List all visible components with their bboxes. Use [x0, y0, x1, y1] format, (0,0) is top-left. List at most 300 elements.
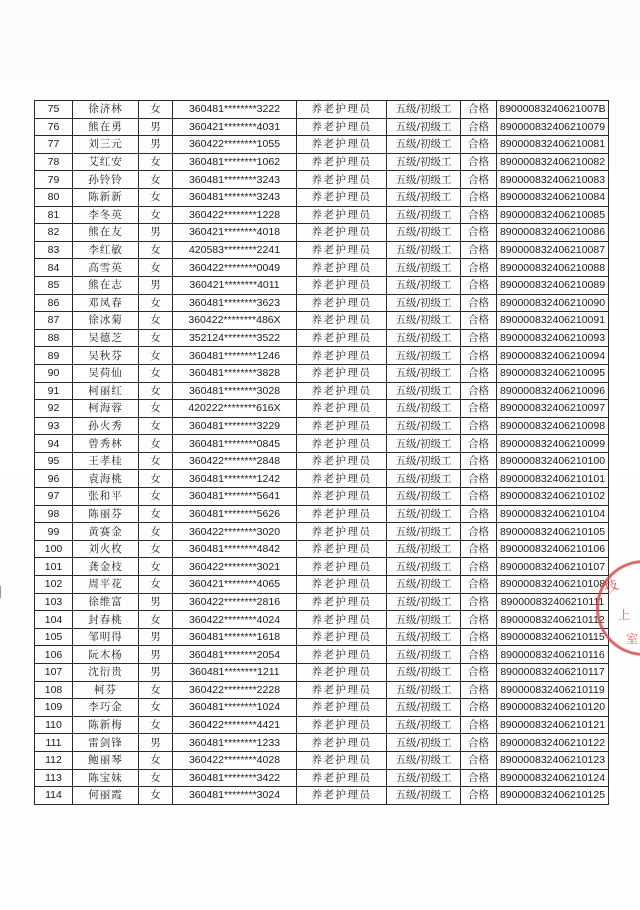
id-number-cell: 360481********1242	[173, 470, 297, 488]
table-row	[35, 364, 609, 382]
sex-cell: 女	[139, 716, 173, 734]
id-number-cell: 360481********0845	[173, 435, 297, 453]
id-number-cell: 360481********3243	[173, 171, 297, 189]
name-cell: 孙火秀	[73, 417, 139, 435]
occupation-cell: 养老护理员	[297, 417, 387, 435]
sex-cell: 女	[139, 347, 173, 365]
name-cell: 阮木杨	[73, 646, 139, 664]
occupation-cell: 养老护理员	[297, 523, 387, 541]
certificate-number-cell: 890000832406210079	[497, 118, 609, 136]
level-cell: 五级/初级工	[387, 312, 461, 330]
occupation-cell: 养老护理员	[297, 224, 387, 242]
result-cell: 合格	[461, 364, 497, 382]
level-cell: 五级/初级工	[387, 136, 461, 154]
level-cell: 五级/初级工	[387, 699, 461, 717]
sex-cell: 女	[139, 171, 173, 189]
table-row	[35, 716, 609, 734]
row-number-cell: 85	[35, 276, 73, 294]
sex-cell: 男	[139, 664, 173, 682]
row-number-cell: 110	[35, 716, 73, 734]
level-cell: 五级/初级工	[387, 188, 461, 206]
sex-cell: 女	[139, 101, 173, 119]
certificate-number-cell: 890000832406210125	[497, 787, 609, 805]
certificate-number-cell: 890000832406210123	[497, 751, 609, 769]
occupation-cell: 养老护理员	[297, 382, 387, 400]
certificate-number-cell: 890000832406210100	[497, 452, 609, 470]
table-row	[35, 347, 609, 365]
result-cell: 合格	[461, 576, 497, 594]
occupation-cell: 养老护理员	[297, 646, 387, 664]
name-cell: 吴荷仙	[73, 364, 139, 382]
certificate-number-cell: 890000832406210095	[497, 364, 609, 382]
table-row	[35, 329, 609, 347]
seal-glyph: 上	[618, 608, 631, 622]
row-number-cell: 107	[35, 664, 73, 682]
sex-cell: 女	[139, 259, 173, 277]
sex-cell: 女	[139, 294, 173, 312]
name-cell: 李巧金	[73, 699, 139, 717]
level-cell: 五级/初级工	[387, 452, 461, 470]
occupation-cell: 养老护理员	[297, 329, 387, 347]
name-cell: 刘火枚	[73, 540, 139, 558]
roster-body	[35, 101, 609, 805]
result-cell: 合格	[461, 787, 497, 805]
row-number-cell: 113	[35, 769, 73, 787]
result-cell: 合格	[461, 699, 497, 717]
id-number-cell: 360481********3422	[173, 769, 297, 787]
certificate-number-cell: 890000832406210121	[497, 716, 609, 734]
result-cell: 合格	[461, 681, 497, 699]
table-row	[35, 171, 609, 189]
name-cell: 邹明得	[73, 628, 139, 646]
sex-cell: 男	[139, 646, 173, 664]
name-cell: 柯丽红	[73, 382, 139, 400]
name-cell: 陈丽芬	[73, 505, 139, 523]
result-cell: 合格	[461, 206, 497, 224]
result-cell: 合格	[461, 259, 497, 277]
certificate-number-cell: 890000832406210107	[497, 558, 609, 576]
certificate-number-cell: 890000832406210102	[497, 488, 609, 506]
certificate-number-cell: 890000832406210104	[497, 505, 609, 523]
row-number-cell: 89	[35, 347, 73, 365]
name-cell: 吴秋芬	[73, 347, 139, 365]
occupation-cell: 养老护理员	[297, 153, 387, 171]
sex-cell: 女	[139, 329, 173, 347]
table-row	[35, 628, 609, 646]
name-cell: 龚金枝	[73, 558, 139, 576]
result-cell: 合格	[461, 716, 497, 734]
table-row	[35, 664, 609, 682]
certificate-number-cell: 89000083240621007B	[497, 101, 609, 119]
sex-cell: 女	[139, 452, 173, 470]
sex-cell: 女	[139, 153, 173, 171]
row-number-cell: 96	[35, 470, 73, 488]
sex-cell: 女	[139, 523, 173, 541]
result-cell: 合格	[461, 664, 497, 682]
occupation-cell: 养老护理员	[297, 206, 387, 224]
row-number-cell: 114	[35, 787, 73, 805]
result-cell: 合格	[461, 312, 497, 330]
row-number-cell: 111	[35, 734, 73, 752]
occupation-cell: 养老护理员	[297, 188, 387, 206]
level-cell: 五级/初级工	[387, 576, 461, 594]
table-row	[35, 400, 609, 418]
name-cell: 高雪英	[73, 259, 139, 277]
result-cell: 合格	[461, 136, 497, 154]
name-cell: 陈宝妹	[73, 769, 139, 787]
id-number-cell: 360481********3243	[173, 188, 297, 206]
occupation-cell: 养老护理员	[297, 276, 387, 294]
certificate-number-cell: 890000832406210122	[497, 734, 609, 752]
level-cell: 五级/初级工	[387, 734, 461, 752]
occupation-cell: 养老护理员	[297, 136, 387, 154]
id-number-cell: 360421********4018	[173, 224, 297, 242]
name-cell: 周平花	[73, 576, 139, 594]
result-cell: 合格	[461, 417, 497, 435]
level-cell: 五级/初级工	[387, 488, 461, 506]
result-cell: 合格	[461, 523, 497, 541]
level-cell: 五级/初级工	[387, 153, 461, 171]
id-number-cell: 360481********1024	[173, 699, 297, 717]
level-cell: 五级/初级工	[387, 206, 461, 224]
occupation-cell: 养老护理员	[297, 470, 387, 488]
level-cell: 五级/初级工	[387, 505, 461, 523]
occupation-cell: 养老护理员	[297, 259, 387, 277]
level-cell: 五级/初级工	[387, 716, 461, 734]
row-number-cell: 112	[35, 751, 73, 769]
sex-cell: 女	[139, 400, 173, 418]
sex-cell: 男	[139, 734, 173, 752]
id-number-cell: 360481********4842	[173, 540, 297, 558]
level-cell: 五级/初级工	[387, 171, 461, 189]
result-cell: 合格	[461, 452, 497, 470]
sex-cell: 女	[139, 751, 173, 769]
row-number-cell: 101	[35, 558, 73, 576]
occupation-cell: 养老护理员	[297, 435, 387, 453]
row-number-cell: 82	[35, 224, 73, 242]
level-cell: 五级/初级工	[387, 769, 461, 787]
seal-glyph: 技	[602, 577, 621, 597]
sex-cell: 女	[139, 188, 173, 206]
name-cell: 艾红安	[73, 153, 139, 171]
table-row	[35, 611, 609, 629]
level-cell: 五级/初级工	[387, 224, 461, 242]
name-cell: 封春桃	[73, 611, 139, 629]
certificate-number-cell: 890000832406210119	[497, 681, 609, 699]
row-number-cell: 80	[35, 188, 73, 206]
occupation-cell: 养老护理员	[297, 593, 387, 611]
result-cell: 合格	[461, 488, 497, 506]
certificate-number-cell: 890000832406210112	[497, 611, 609, 629]
id-number-cell: 360422********4421	[173, 716, 297, 734]
id-number-cell: 420222********616X	[173, 400, 297, 418]
certificate-number-cell: 890000832406210099	[497, 435, 609, 453]
table-row	[35, 576, 609, 594]
certificate-number-cell: 890000832406210105	[497, 523, 609, 541]
level-cell: 五级/初级工	[387, 435, 461, 453]
sex-cell: 女	[139, 540, 173, 558]
row-number-cell: 102	[35, 576, 73, 594]
occupation-cell: 养老护理员	[297, 294, 387, 312]
result-cell: 合格	[461, 611, 497, 629]
result-cell: 合格	[461, 118, 497, 136]
table-row	[35, 294, 609, 312]
name-cell: 邓凤春	[73, 294, 139, 312]
level-cell: 五级/初级工	[387, 523, 461, 541]
id-number-cell: 360481********3828	[173, 364, 297, 382]
row-number-cell: 75	[35, 101, 73, 119]
row-number-cell: 93	[35, 417, 73, 435]
table-row	[35, 699, 609, 717]
table-row	[35, 382, 609, 400]
level-cell: 五级/初级工	[387, 259, 461, 277]
result-cell: 合格	[461, 593, 497, 611]
sex-cell: 女	[139, 611, 173, 629]
level-cell: 五级/初级工	[387, 593, 461, 611]
id-number-cell: 360481********5626	[173, 505, 297, 523]
row-number-cell: 86	[35, 294, 73, 312]
certificate-number-cell: 890000832406210124	[497, 769, 609, 787]
id-number-cell: 352124********3522	[173, 329, 297, 347]
table-row	[35, 540, 609, 558]
row-number-cell: 108	[35, 681, 73, 699]
occupation-cell: 养老护理员	[297, 452, 387, 470]
occupation-cell: 养老护理员	[297, 769, 387, 787]
occupation-cell: 养老护理员	[297, 576, 387, 594]
name-cell: 袁海桃	[73, 470, 139, 488]
level-cell: 五级/初级工	[387, 101, 461, 119]
certificate-number-cell: 890000832406210108	[497, 576, 609, 594]
table-row	[35, 523, 609, 541]
id-number-cell: 360481********1618	[173, 628, 297, 646]
row-number-cell: 88	[35, 329, 73, 347]
result-cell: 合格	[461, 646, 497, 664]
row-number-cell: 98	[35, 505, 73, 523]
occupation-cell: 养老护理员	[297, 241, 387, 259]
sex-cell: 女	[139, 681, 173, 699]
result-cell: 合格	[461, 751, 497, 769]
table-row	[35, 435, 609, 453]
row-number-cell: 77	[35, 136, 73, 154]
table-row	[35, 769, 609, 787]
occupation-cell: 养老护理员	[297, 681, 387, 699]
id-number-cell: 360421********4031	[173, 118, 297, 136]
certificate-number-cell: 890000832406210120	[497, 699, 609, 717]
occupation-cell: 养老护理员	[297, 118, 387, 136]
result-cell: 合格	[461, 435, 497, 453]
sex-cell: 女	[139, 558, 173, 576]
occupation-cell: 养老护理员	[297, 312, 387, 330]
sex-cell: 女	[139, 312, 173, 330]
table-row	[35, 751, 609, 769]
result-cell: 合格	[461, 540, 497, 558]
name-cell: 徐冰菊	[73, 312, 139, 330]
name-cell: 雷剑锋	[73, 734, 139, 752]
id-number-cell: 420583********2241	[173, 241, 297, 259]
name-cell: 张和平	[73, 488, 139, 506]
level-cell: 五级/初级工	[387, 241, 461, 259]
occupation-cell: 养老护理员	[297, 101, 387, 119]
sex-cell: 男	[139, 136, 173, 154]
name-cell: 徐维富	[73, 593, 139, 611]
row-number-cell: 81	[35, 206, 73, 224]
sex-cell: 女	[139, 435, 173, 453]
result-cell: 合格	[461, 241, 497, 259]
name-cell: 鲍丽琴	[73, 751, 139, 769]
id-number-cell: 360421********4065	[173, 576, 297, 594]
row-number-cell: 105	[35, 628, 73, 646]
result-cell: 合格	[461, 400, 497, 418]
name-cell: 吴德芝	[73, 329, 139, 347]
row-number-cell: 100	[35, 540, 73, 558]
result-cell: 合格	[461, 628, 497, 646]
table-row	[35, 118, 609, 136]
certificate-number-cell: 890000832406210091	[497, 312, 609, 330]
level-cell: 五级/初级工	[387, 611, 461, 629]
id-number-cell: 360481********3222	[173, 101, 297, 119]
row-number-cell: 109	[35, 699, 73, 717]
sex-cell: 女	[139, 382, 173, 400]
id-number-cell: 360481********1233	[173, 734, 297, 752]
id-number-cell: 360481********3229	[173, 417, 297, 435]
certificate-number-cell: 890000832406210085	[497, 206, 609, 224]
name-cell: 曾秀林	[73, 435, 139, 453]
name-cell: 孙铃铃	[73, 171, 139, 189]
level-cell: 五级/初级工	[387, 118, 461, 136]
level-cell: 五级/初级工	[387, 276, 461, 294]
result-cell: 合格	[461, 294, 497, 312]
table-row	[35, 452, 609, 470]
id-number-cell: 360422********4028	[173, 751, 297, 769]
id-number-cell: 360422********2848	[173, 452, 297, 470]
table-row	[35, 153, 609, 171]
certificate-number-cell: 890000832406210084	[497, 188, 609, 206]
sex-cell: 男	[139, 118, 173, 136]
level-cell: 五级/初级工	[387, 646, 461, 664]
sex-cell: 男	[139, 224, 173, 242]
certificate-number-cell: 890000832406210093	[497, 329, 609, 347]
occupation-cell: 养老护理员	[297, 364, 387, 382]
result-cell: 合格	[461, 470, 497, 488]
id-number-cell: 360422********1228	[173, 206, 297, 224]
level-cell: 五级/初级工	[387, 417, 461, 435]
certificate-number-cell: 890000832406210086	[497, 224, 609, 242]
name-cell: 何丽霞	[73, 787, 139, 805]
binding-mark	[0, 586, 9, 598]
occupation-cell: 养老护理员	[297, 751, 387, 769]
id-number-cell: 360422********2816	[173, 593, 297, 611]
sex-cell: 女	[139, 470, 173, 488]
occupation-cell: 养老护理员	[297, 505, 387, 523]
row-number-cell: 83	[35, 241, 73, 259]
sex-cell: 男	[139, 276, 173, 294]
occupation-cell: 养老护理员	[297, 488, 387, 506]
result-cell: 合格	[461, 224, 497, 242]
row-number-cell: 97	[35, 488, 73, 506]
table-row	[35, 558, 609, 576]
certificate-number-cell: 890000832406210082	[497, 153, 609, 171]
id-number-cell: 360422********4024	[173, 611, 297, 629]
certificate-number-cell: 890000832406210083	[497, 171, 609, 189]
name-cell: 刘三元	[73, 136, 139, 154]
occupation-cell: 养老护理员	[297, 734, 387, 752]
certificate-number-cell: 890000832406210106	[497, 540, 609, 558]
row-number-cell: 103	[35, 593, 73, 611]
result-cell: 合格	[461, 188, 497, 206]
certificate-number-cell: 890000832406210096	[497, 382, 609, 400]
result-cell: 合格	[461, 101, 497, 119]
name-cell: 熊在勇	[73, 118, 139, 136]
table-row	[35, 681, 609, 699]
table-row	[35, 470, 609, 488]
name-cell: 李冬英	[73, 206, 139, 224]
occupation-cell: 养老护理员	[297, 628, 387, 646]
table-row	[35, 188, 609, 206]
level-cell: 五级/初级工	[387, 540, 461, 558]
sex-cell: 女	[139, 699, 173, 717]
id-number-cell: 360481********1211	[173, 664, 297, 682]
row-number-cell: 92	[35, 400, 73, 418]
name-cell: 王孝桂	[73, 452, 139, 470]
table-row	[35, 259, 609, 277]
id-number-cell: 360481********3028	[173, 382, 297, 400]
row-number-cell: 94	[35, 435, 73, 453]
row-number-cell: 79	[35, 171, 73, 189]
id-number-cell: 360481********1246	[173, 347, 297, 365]
occupation-cell: 养老护理员	[297, 664, 387, 682]
level-cell: 五级/初级工	[387, 751, 461, 769]
certificate-number-cell: 890000832406210088	[497, 259, 609, 277]
level-cell: 五级/初级工	[387, 628, 461, 646]
result-cell: 合格	[461, 171, 497, 189]
table-row	[35, 101, 609, 119]
occupation-cell: 养老护理员	[297, 540, 387, 558]
name-cell: 陈新新	[73, 188, 139, 206]
table-row	[35, 646, 609, 664]
certificate-number-cell: 890000832406210081	[497, 136, 609, 154]
certificate-number-cell: 890000832406210117	[497, 664, 609, 682]
id-number-cell: 360481********1062	[173, 153, 297, 171]
id-number-cell: 360421********4011	[173, 276, 297, 294]
level-cell: 五级/初级工	[387, 558, 461, 576]
occupation-cell: 养老护理员	[297, 347, 387, 365]
level-cell: 五级/初级工	[387, 664, 461, 682]
row-number-cell: 99	[35, 523, 73, 541]
level-cell: 五级/初级工	[387, 470, 461, 488]
certificate-number-cell: 890000832406210094	[497, 347, 609, 365]
table-row	[35, 206, 609, 224]
table-row	[35, 224, 609, 242]
name-cell: 熊在志	[73, 276, 139, 294]
certificate-number-cell: 890000832406210116	[497, 646, 609, 664]
level-cell: 五级/初级工	[387, 364, 461, 382]
certificate-number-cell: 890000832406210090	[497, 294, 609, 312]
occupation-cell: 养老护理员	[297, 787, 387, 805]
certificate-number-cell: 890000832406210111	[497, 593, 609, 611]
table-row	[35, 505, 609, 523]
occupation-cell: 养老护理员	[297, 400, 387, 418]
result-cell: 合格	[461, 558, 497, 576]
sex-cell: 女	[139, 505, 173, 523]
row-number-cell: 104	[35, 611, 73, 629]
certificate-number-cell: 890000832406210098	[497, 417, 609, 435]
id-number-cell: 360481********5641	[173, 488, 297, 506]
name-cell: 黄赛金	[73, 523, 139, 541]
table-row	[35, 276, 609, 294]
row-number-cell: 90	[35, 364, 73, 382]
row-number-cell: 84	[35, 259, 73, 277]
result-cell: 合格	[461, 276, 497, 294]
